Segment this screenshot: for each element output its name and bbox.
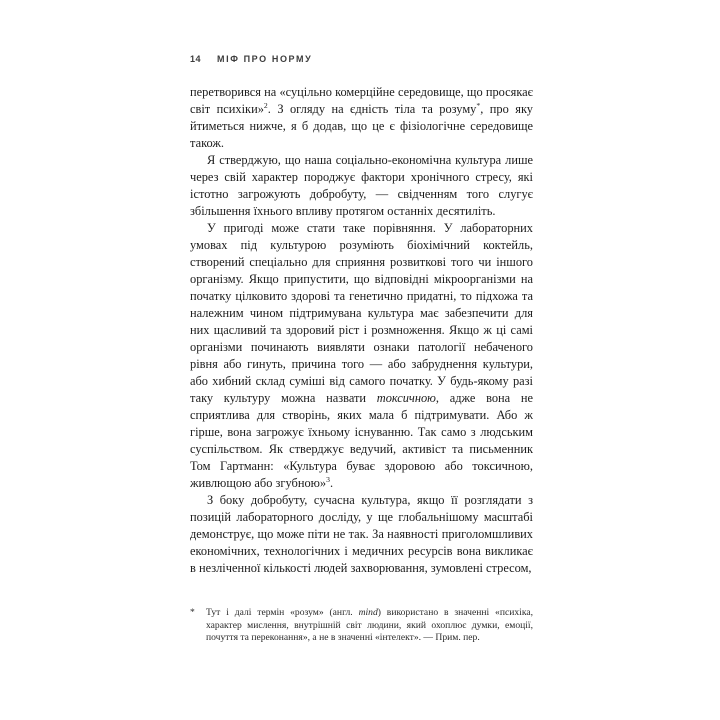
text-segment: , адже вона не сприятлива для створінь, яких мала б підтримувати. Або ж гірше, вона загрожує їхньому існуванню. Так само з людським суспільством. Як стверджує ведучий, активіст та письменник Том Гартманн: «Культура буває здоровою або токсичною, живлющою або згубною»: [190, 391, 533, 490]
page-number: 14: [190, 54, 202, 64]
body-text: [190, 84, 533, 577]
text-segment: З боку добробуту, сучасна культура, якщо її розглядати з позицій лабораторного досліду, у ще глобальнішому масштабі демонструє, що може піти не так. За наявності приголомшливих економічних, технологічних і медичних ресурсів вона викликає в незліченної кількості людей захворювання, зумовлені стресом,: [190, 493, 533, 575]
text-segment: токсичною: [376, 391, 436, 405]
paragraph: [190, 152, 533, 220]
superscript-marker: 3: [326, 474, 330, 484]
text-segment: , про яку йтиметься нижче, я б додав, що це є фізіологічне середовище також.: [190, 102, 534, 150]
footnote-marker: *: [190, 607, 195, 618]
paragraph: [190, 84, 533, 152]
running-header: [190, 54, 533, 64]
text-segment: перетворився на «суцільно комерційне середовище, що просякає світ психіки»: [190, 85, 533, 116]
text-segment: Я стверджую, що наша соціально-економічна культура лише через свій характер породжує фактори хронічного стресу, які істотно загрожують добробуту, — свідченням того слугує збільшення їхнього впливу протягом останніх десятиліть.: [190, 153, 533, 218]
running-title: МІФ ПРО НОРМУ: [217, 54, 313, 64]
text-segment: mind: [358, 607, 378, 618]
paragraph: [190, 220, 533, 492]
superscript-marker: *: [476, 100, 481, 110]
text-segment: Тут і далі термін «розум» (англ.: [206, 607, 359, 618]
text-segment: У пригоді може стати таке порівняння. У лабораторних умовах під культурою розуміють біохімічний коктейль, створений спеціально для сприяння розвиткові того чи іншого організму. Якщо припустити, що відповідні мікроорганізми на початку цілковито здорові та генетично придатні, то підхожа та належним чином підтримувана культура має забезпечити для них щасливий та здоровий ріст і розмноження. Якщо ж ці самі організми починають виявляти ознаки патології небаченого рівня або гинуть, причина того — або забруднення культури, або хибний склад суміші від самого початку. У будь-якому разі таку культуру можна назвати: [190, 221, 533, 405]
superscript-marker: 2: [263, 100, 268, 110]
text-segment: ) використано в значенні «психіка, характер мислення, внутрішній світ людини, який охоплює думки, емоції, почуття та переконання», а не в значенні «інтелект». — Прим. пер.: [206, 607, 533, 643]
text-segment: . З огляду на єдність тіла та розуму: [267, 102, 477, 116]
footnote: [190, 607, 533, 645]
footnote-text: [206, 607, 533, 643]
text-segment: .: [329, 476, 334, 490]
text-column: [190, 54, 533, 645]
paragraph: [190, 492, 533, 577]
